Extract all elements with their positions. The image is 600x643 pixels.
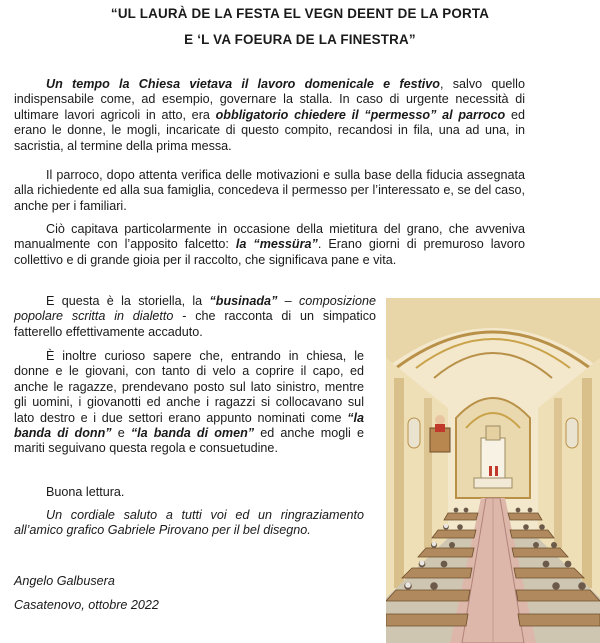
dialect-emphasis: composizione popolare scritta in dialetto xyxy=(14,294,376,324)
paragraph-church-sides xyxy=(14,349,364,457)
thanks-text: Un cordiale saluto a tutti voi ed un ringraziamento all’amico grafico Gabriele Pirovano per il bel disegno. xyxy=(14,508,364,538)
paragraph-story xyxy=(14,294,376,340)
priest-text: Il parroco, dopo attenta verifica delle motivazioni e sulla base della fiducia assegnata alla richiedente ed alla sua famiglia, concedeva il permesso per l’interessato e, se del caso, anche per i familiari. xyxy=(14,168,525,213)
banda-omen-emphasis: “la banda di omen” xyxy=(130,426,255,441)
title-line-2: E ‘L VA FOEURA DE LA FINESTRA” xyxy=(184,32,416,47)
title-line-1: “UL LAURÀ DE LA FESTA EL VEGN DEENT DE LA PORTA xyxy=(110,6,490,21)
story-text: E questa è la storiella, la xyxy=(46,294,210,308)
businada-emphasis: “businada” xyxy=(209,294,278,308)
messura-emphasis: la “messüra” xyxy=(235,237,318,252)
intro-emphasis: Un tempo la Chiesa vietava il lavoro domenicale e festivo xyxy=(46,77,440,91)
harvest-text: Ciò capitava particolarmente in occasione della mietitura del grano, che avveniva manualmente con l’apposito falcetto: xyxy=(14,222,525,252)
story-dash: – xyxy=(277,294,299,308)
signature-name: Angelo Galbusera xyxy=(14,574,115,588)
church-sides-and: e xyxy=(111,426,131,441)
paragraph-harvest xyxy=(14,222,525,268)
paragraph-priest xyxy=(14,168,525,214)
intro-text: , salvo quello indispensabile come, ad esempio, governare la stalla. In caso di urgente necessità di ultimare lavori agricoli in atto, era xyxy=(14,77,525,122)
intro-text-end: ed erano le donne, le mogli, incaricate di questo compito, recandosi in fila, una ad una, in sacristia, al termine della prima messa. xyxy=(14,107,525,153)
church-sides-text-end: ed anche mogli e mariti seguivano questa regola e consuetudine. xyxy=(14,426,364,456)
paragraph-good-reading xyxy=(14,485,374,500)
paragraph-intro xyxy=(14,77,525,154)
church-sides-text: È inoltre curioso sapere che, entrando in chiesa, le donne e le giovani, con tanto di velo a coprire il capo, ed anche le ragazze, prendevano posto sul lato sinistro, mentre gli uomini, i giovanotti ed anche i ragazzi si collocavano sul lato destro e i due settori erano appunto nominati come xyxy=(14,349,364,425)
good-reading-text: Buona lettura. xyxy=(46,485,125,499)
banda-donn-emphasis: “la banda di donn” xyxy=(14,410,364,441)
signature-place-date: Casatenovo, ottobre 2022 xyxy=(14,598,159,612)
permission-emphasis: obbligatorio chiedere il “permesso” al parroco xyxy=(215,107,506,122)
story-text-end: - che racconta di un simpatico fatterello effettivamente accaduto. xyxy=(14,309,377,339)
church-interior-illustration xyxy=(386,298,600,643)
paragraph-thanks xyxy=(14,508,364,539)
harvest-text-end: . Erano giorni di premuroso lavoro collettivo e di grande gioia per il raccolto, che significava pane e vita. xyxy=(14,237,526,267)
